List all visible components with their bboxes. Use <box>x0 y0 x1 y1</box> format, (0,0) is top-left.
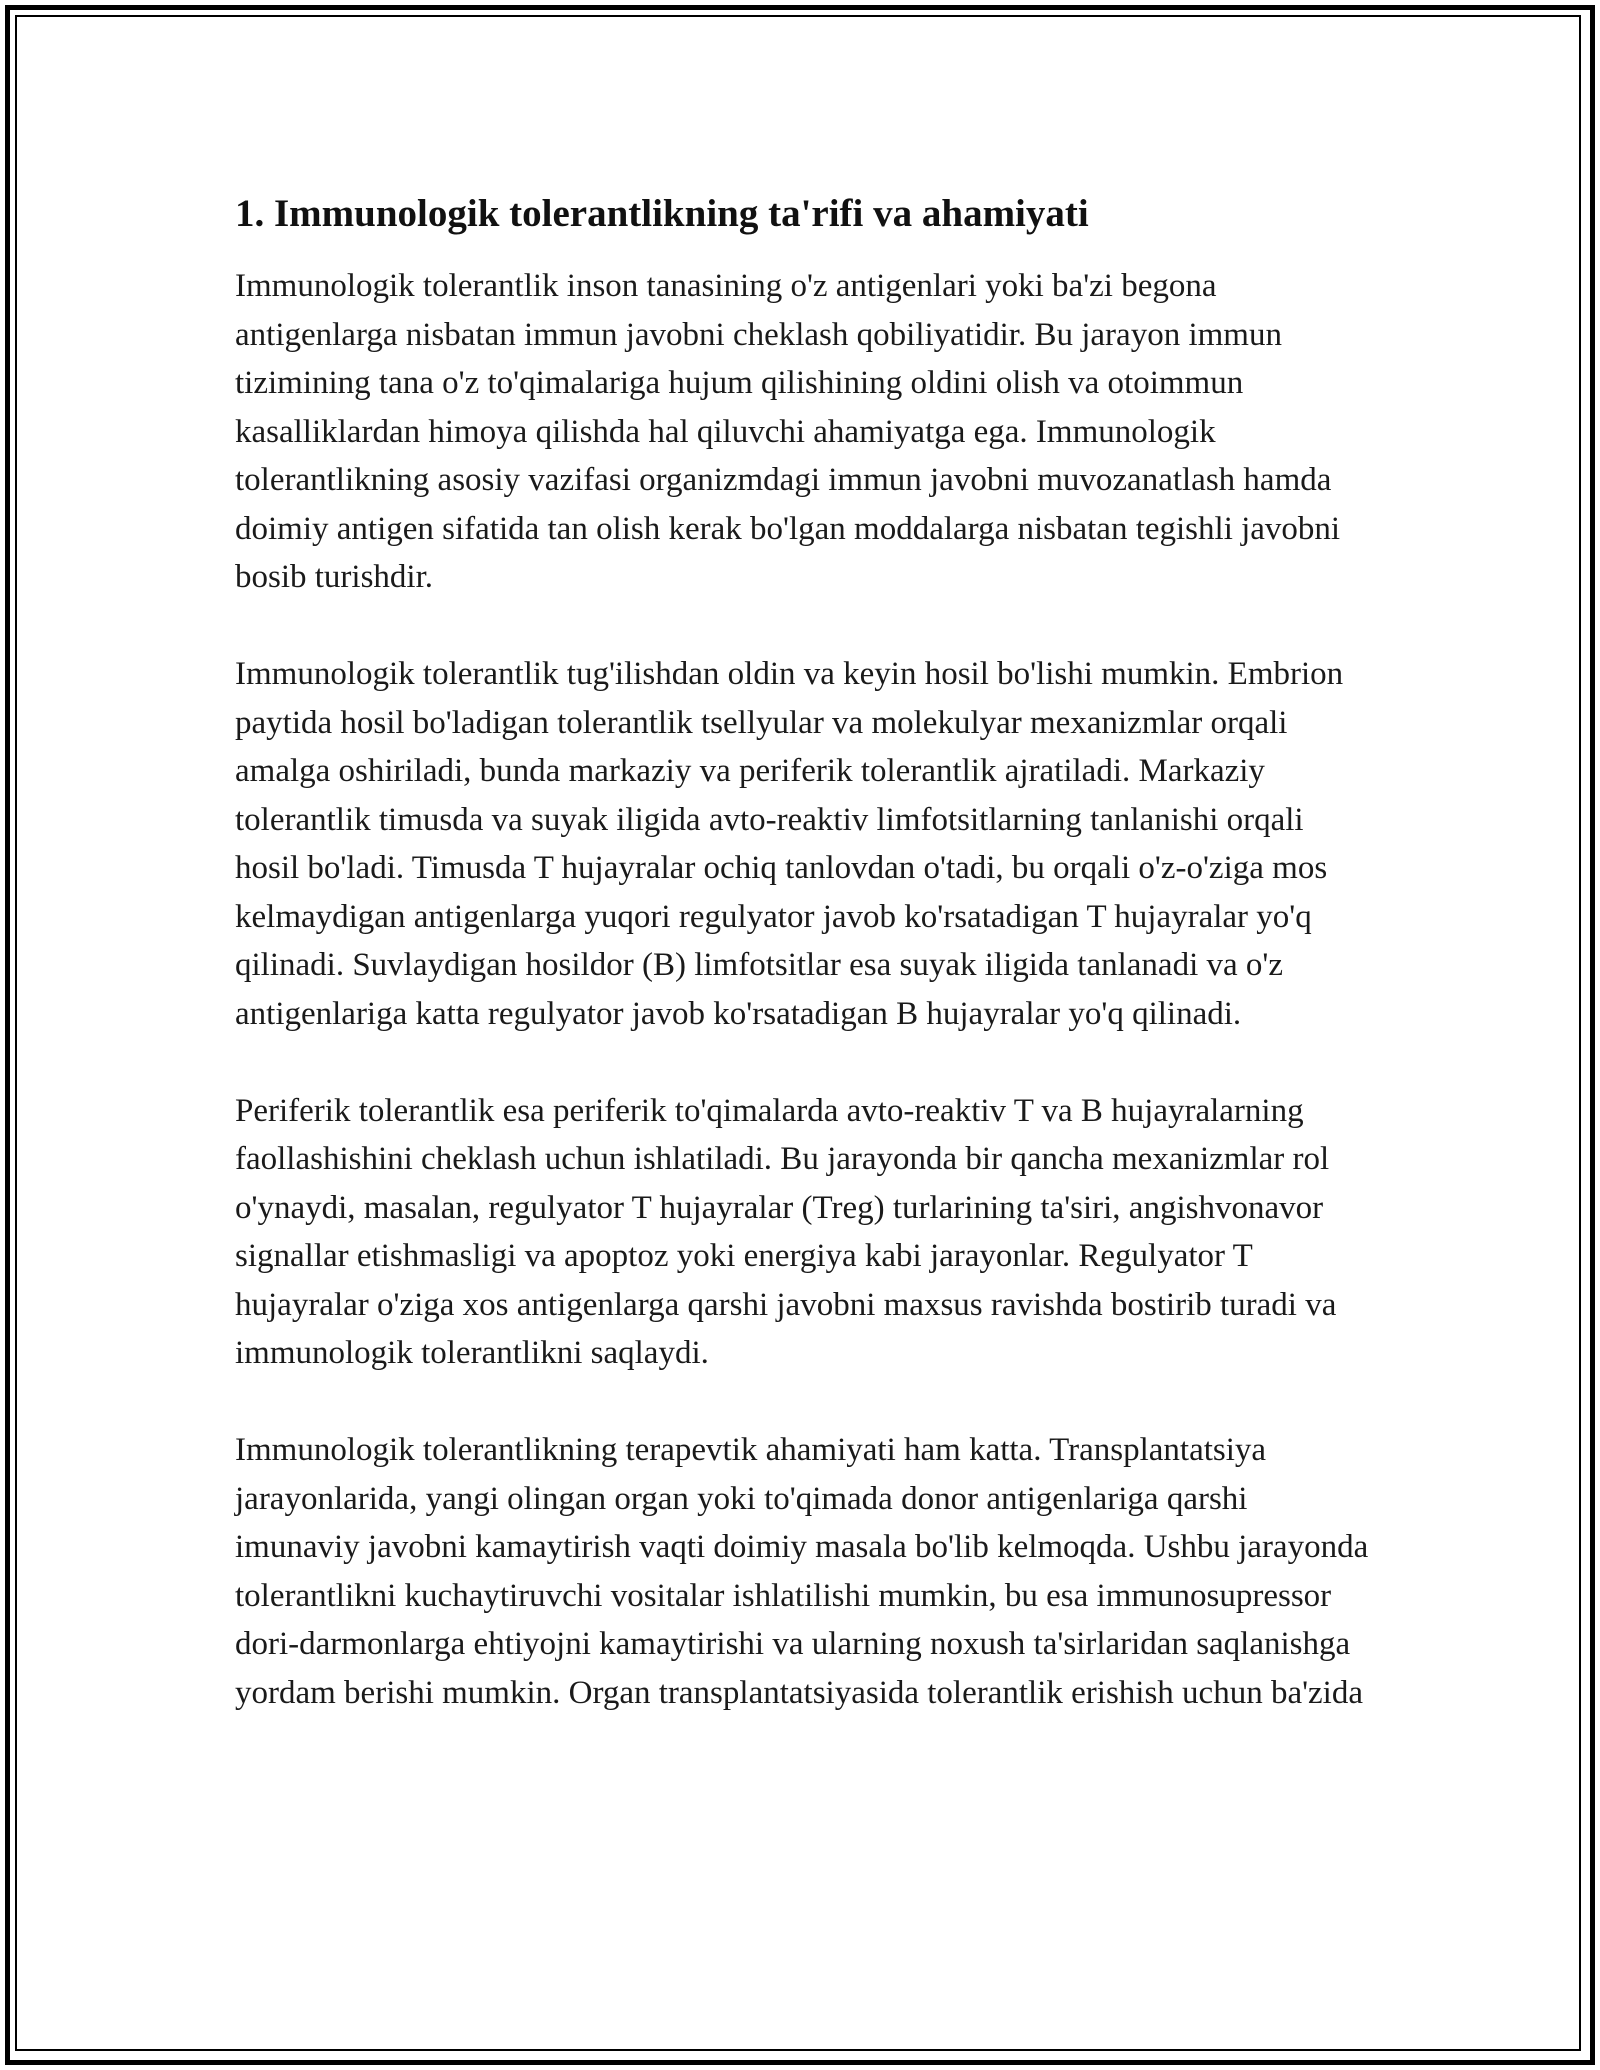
section-heading: 1. Immunologik tolerantlikning ta'rifi va ahamiyati <box>235 192 1089 235</box>
paragraph-central-tolerance: Immunologik tolerantlik tug'ilishdan oldin va keyin hosil bo'lishi mumkin. Embrion paytida hosil bo'ladigan tolerantlik tsellyular va molekulyar mexanizmlar orqali amalga oshiriladi, bunda markaziy va periferik tolerantlik ajratiladi. Markaziy tolerantlik timusda va suyak iligida avto-reaktiv limfotsitlarning tanlanishi orqali hosil bo'ladi. Timusda T hujayralar ochiq tanlovdan o'tadi, bu orqali o'z-o'ziga mos kelmaydigan antigenlarga yuqori regulyator javob ko'rsatadigan T hujayralar yo'q qilinadi. Suvlaydigan hosildor (B) limfotsitlar esa suyak iligida tanlanadi va o'z antigenlariga katta regulyator javob ko'rsatadigan B hujayralar yo'q qilinadi. <box>235 656 1344 1032</box>
paragraph-therapeutic-significance: Immunologik tolerantlikning terapevtik ahamiyati ham katta. Transplantatsiya jarayonlarida, yangi olingan organ yoki to'qimada donor antigenlariga qarshi imunaviy javobni kamaytirish vaqti doimiy masala bo'lib kelmoqda. Ushbu jarayonda tolerantlikni kuchaytiruvchi vositalar ishlatilishi mumkin, bu esa immunosupressor dori-darmonlarga ehtiyojni kamaytirishi va ularning noxush ta'sirlaridan saqlanishga yordam berishi mumkin. Organ transplantatsiyasida tolerantlik erishish uchun ba'zida <box>235 1432 1369 1711</box>
paragraph-peripheral-tolerance: Periferik tolerantlik esa periferik to'qimalarda avto-reaktiv T va B hujayralarning faollashishini cheklash uchun ishlatiladi. Bu jarayonda bir qancha mexanizmlar rol o'ynaydi, masalan, regulyator T hujayralar (Treg) turlarining ta'siri, angishvonavor signallar etishmasligi va apoptoz yoki energiya kabi jarayonlar. Regulyator T hujayralar o'ziga xos antigenlarga qarshi javobni maxsus ravishda bostirib turadi va immunologik tolerantlikni saqlaydi. <box>235 1092 1337 1371</box>
paragraph-definition: Immunologik tolerantlik inson tanasining o'z antigenlari yoki ba'zi begona antigenlarga nisbatan immun javobni cheklash qobiliyatidir. Bu jarayon immun tizimining tana o'z to'qimalariga hujum qilishining oldini olish va otoimmun kasalliklardan himoya qilishda hal qiluvchi ahamiyatga ega. Immunologik tolerantlikning asosiy vazifasi organizmdagi immun javobni muvozanatlash hamda doimiy antigen sifatida tan olish kerak bo'lgan moddalarga nisbatan tegishli javobni bosib turishdir. <box>235 268 1341 595</box>
document-body <box>235 188 1375 1766</box>
